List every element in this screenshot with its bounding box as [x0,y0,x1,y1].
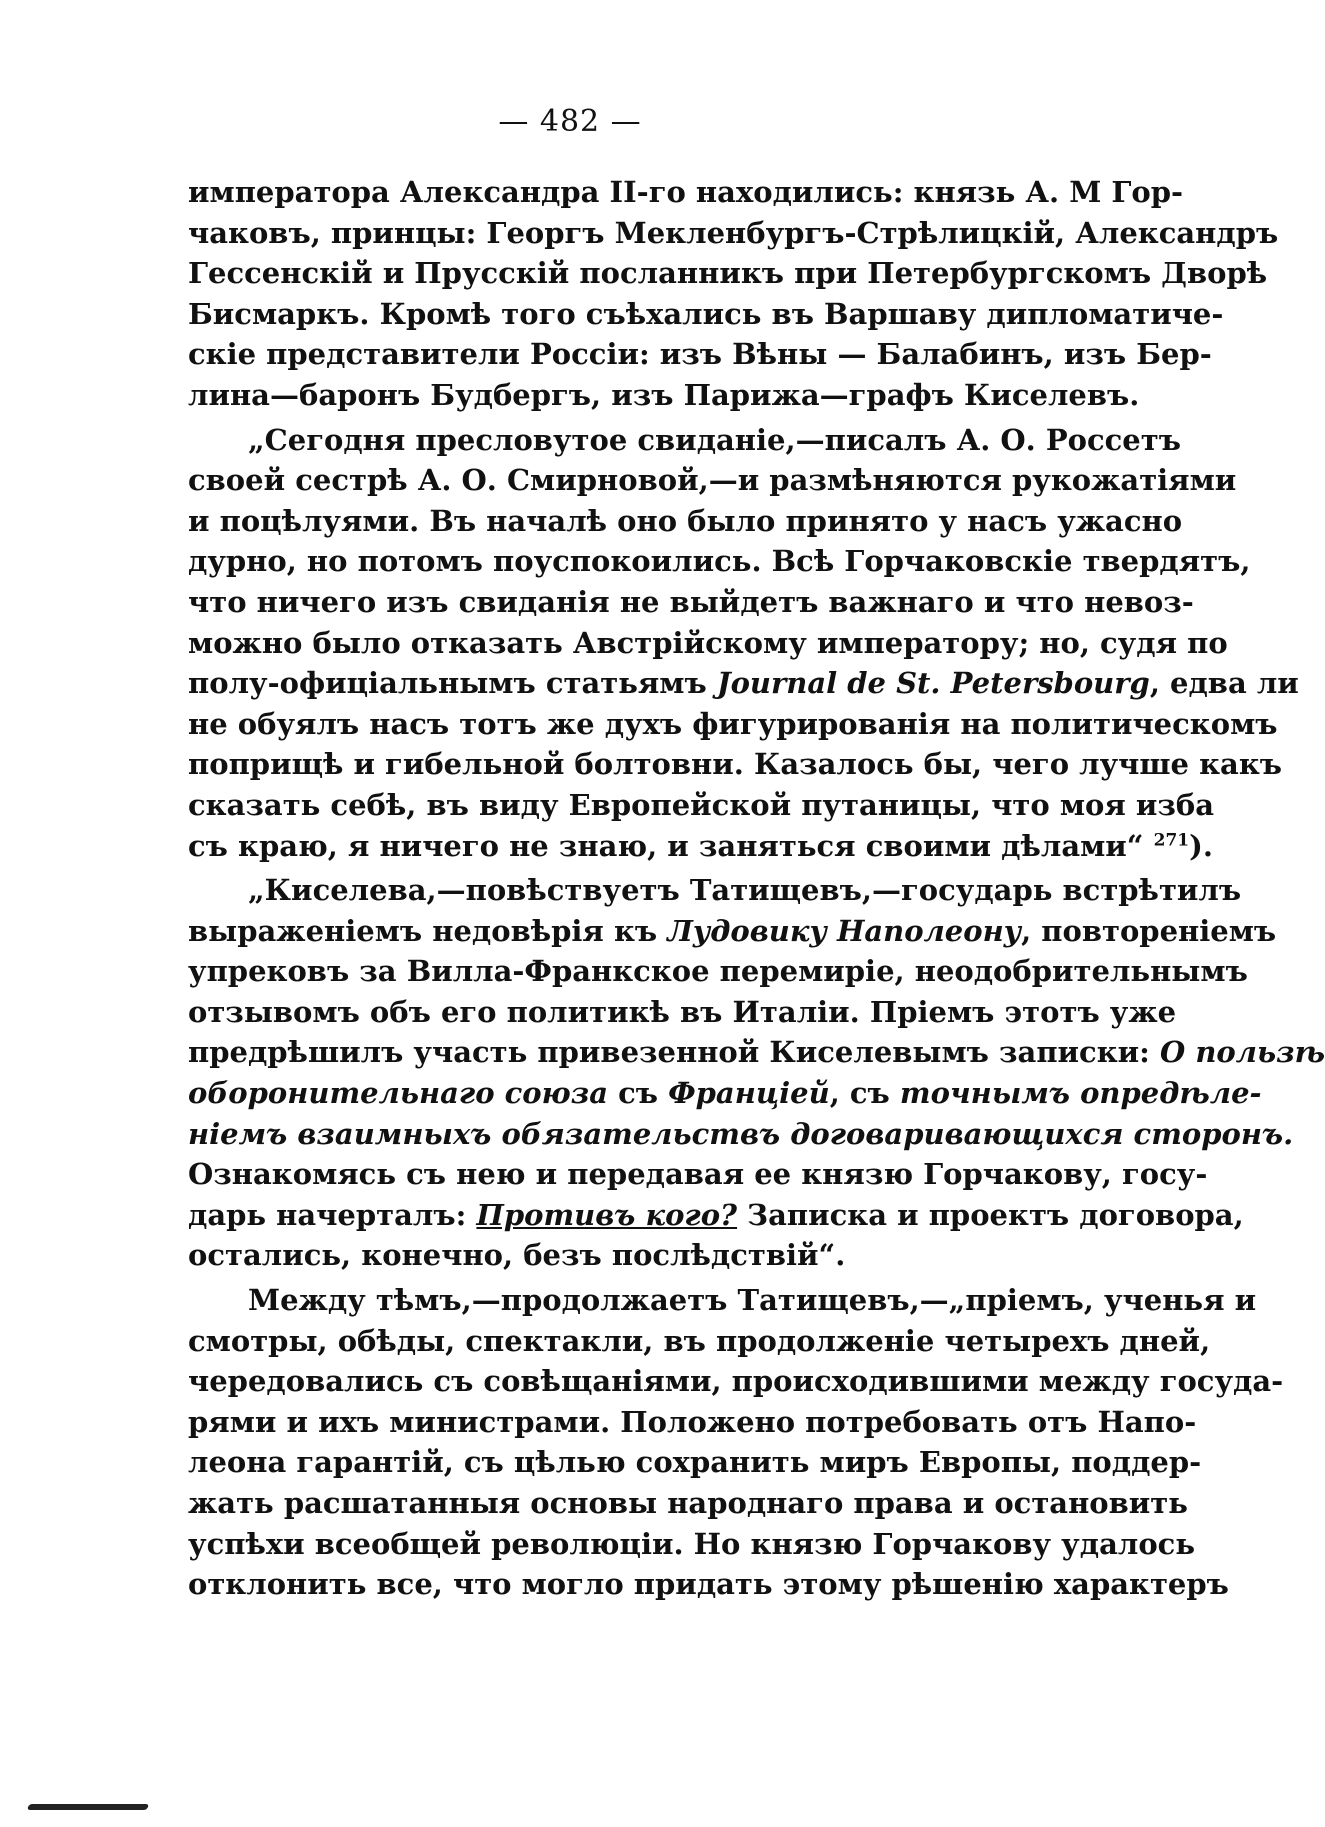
italic-quote: Противъ кого? [476,1197,738,1232]
text-fragment: предрѣшилъ участь привезенной Киселевымъ записки: [188,1035,1150,1070]
text-fragment: съ краю, я ничего не знаю, и заняться своими дѣлами“ [188,828,1144,863]
text-fragment: Записка и проектъ договора, [747,1197,1244,1232]
text-line: чередовались съ совѣщаніями, происходившими между госуда- [188,1364,1284,1399]
text-fragment: , повтореніемъ [1021,913,1277,948]
page-number: — 482 — [498,104,642,139]
scan-edge-mark [27,1804,149,1810]
text-line [188,826,1213,867]
text-line: Гессенскій и Прусскій посланникъ при Петербургскомъ Дворѣ [188,256,1268,291]
text-line [188,1195,1244,1236]
text-fragment: , съ [829,1076,890,1111]
text-fragment: выраженіемъ недовѣрія къ [188,913,658,948]
text-line: смотры, обѣды, спектакли, въ продолженіе четырехъ дней, [188,1323,1211,1358]
text-line: не обуялъ насъ тотъ же духъ фигурированія на политическомъ [188,706,1278,741]
text-fragment: ). [1189,828,1213,863]
text-fragment: съ [618,1076,659,1111]
text-line: „Киселева,—повѣствуетъ Татищевъ,—государь встрѣтилъ [248,873,1242,908]
italic-title: оборонительнаго союза [188,1076,608,1111]
text-line [188,1114,1294,1155]
text-line [188,1073,1262,1114]
text-line [188,1032,1325,1073]
text-line: „Сегодня пресловутое свиданіе,—писалъ А. О. Россетъ [248,422,1181,457]
text-line: своей сестрѣ А. О. Смирновой,—и размѣняются рукожатіями [188,463,1237,498]
text-line [188,663,1299,704]
text-line: Ознакомясь съ нею и передавая ее князю Горчакову, госу- [188,1157,1208,1192]
text-fragment: полу-офиціальнымъ статьямъ [188,666,707,701]
paragraph-1 [188,172,1279,416]
text-line: поприщѣ и гибельной болтовни. Казалось бы, чего лучше какъ [188,747,1283,782]
journal-title: Journal de St. Petersbourg [716,666,1150,701]
italic-title: Франціей [668,1076,830,1111]
text-line: императора Александра II-го находились: князь А. М Гор- [188,175,1184,209]
text-line [188,911,1277,952]
text-line: остались, конечно, безъ послѣдствій“. [188,1238,846,1273]
paragraph-4 [188,1280,1284,1605]
paragraph-2 [188,420,1299,867]
text-line: упрековъ за Вилла-Франкское перемиріе, неодобрительнымъ [188,954,1248,989]
text-line: леона гарантій, съ цѣлью сохранить миръ Европы, поддер- [188,1445,1202,1480]
page-text [188,172,1325,1609]
text-line: успѣхи всеобщей революціи. Но князю Горчакову удалось [188,1526,1195,1561]
text-line: лина—баронъ Будбергъ, изъ Парижа—графъ Киселевъ. [188,377,1140,412]
text-line: скіе представители Россіи: изъ Вѣны — Балабинъ, изъ Бер- [188,337,1212,372]
text-line: отклонить все, что могло придать этому рѣшенію характеръ [188,1567,1229,1602]
italic-title: точнымъ опредѣле- [899,1076,1262,1111]
text-line: рями и ихъ министрами. Положено потребовать отъ Напо- [188,1404,1197,1439]
text-line: и поцѣлуями. Въ началѣ оно было принято у насъ ужасно [188,503,1183,538]
text-line: чаковъ, принцы: Георгъ Мекленбургъ-Стрѣлицкій, Александръ [188,215,1279,250]
text-line: можно было отказать Австрійскому императору; но, судя по [188,625,1228,660]
text-line: Между тѣмъ,—продолжаетъ Татищевъ,—„пріемъ, ученья и [248,1283,1257,1318]
text-fragment: , едва ли [1149,666,1299,701]
footnote-reference: 271 [1153,829,1190,850]
text-line: что ничего изъ свиданія не выйдетъ важнаго и что невоз- [188,584,1194,619]
text-line: Бисмаркъ. Кромѣ того съѣхались въ Варшаву дипломатиче- [188,296,1224,331]
text-fragment: дарь начерталъ: [188,1197,467,1232]
italic-name: Лудовику Наполеону [667,913,1022,948]
text-line: сказать себѣ, въ виду Европейской путаницы, что моя изба [188,787,1215,822]
italic-title: ніемъ взаимныхъ обязательствъ договаривающихся сторонъ. [188,1116,1294,1151]
text-line: жать расшатанныя основы народнаго права и остановить [188,1486,1188,1520]
text-line: отзывомъ объ его политикѣ въ Италіи. Пріемъ этотъ уже [188,994,1177,1029]
italic-title: О пользѣ [1159,1035,1325,1070]
text-line: дурно, но потомъ поуспокоились. Всѣ Горчаковскіе твердятъ, [188,544,1251,579]
paragraph-3 [188,870,1325,1276]
